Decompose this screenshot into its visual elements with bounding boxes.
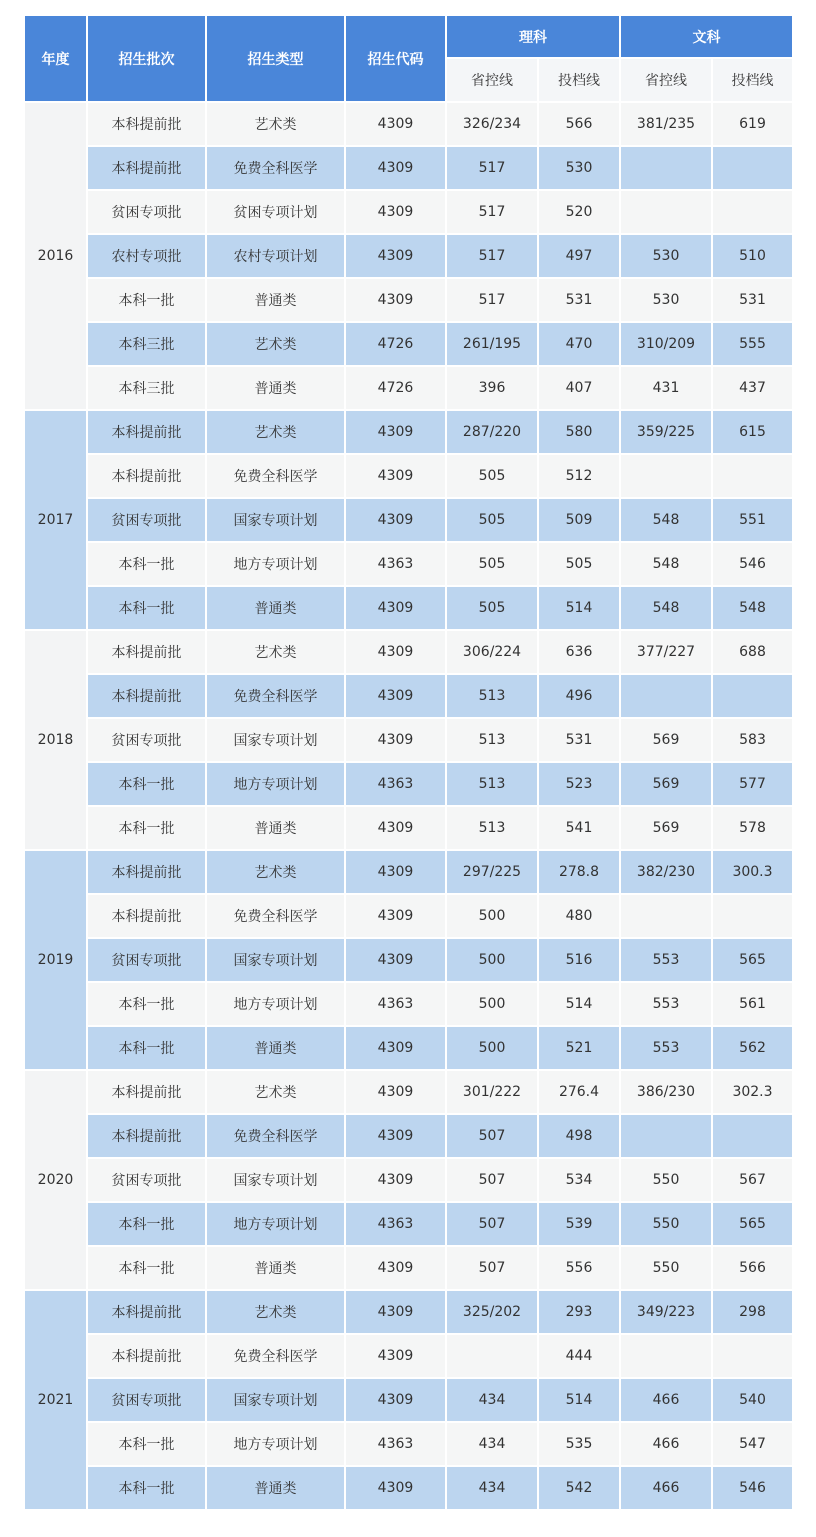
cell-code: 4363 xyxy=(345,1422,446,1466)
cell-science-submit-line: 531 xyxy=(538,278,620,322)
cell-type: 艺术类 xyxy=(206,630,345,674)
cell-arts-province-line: 466 xyxy=(620,1422,712,1466)
table-row xyxy=(24,1422,793,1466)
cell-science-province-line: 507 xyxy=(446,1158,538,1202)
cell-batch: 本科提前批 xyxy=(87,1290,206,1334)
table-row xyxy=(24,146,793,190)
header-science-submit-line: 投档线 xyxy=(538,58,620,102)
cell-batch: 贫困专项批 xyxy=(87,190,206,234)
cell-science-province-line: 517 xyxy=(446,278,538,322)
cell-arts-province-line: 569 xyxy=(620,806,712,850)
cell-science-submit-line: 497 xyxy=(538,234,620,278)
cell-arts-submit-line: 531 xyxy=(712,278,793,322)
cell-batch: 本科一批 xyxy=(87,762,206,806)
cell-code: 4309 xyxy=(345,1070,446,1114)
header-year: 年度 xyxy=(24,15,87,102)
table-row xyxy=(24,1026,793,1070)
cell-year: 2019 xyxy=(24,850,87,1070)
cell-batch: 本科一批 xyxy=(87,1026,206,1070)
table-row xyxy=(24,366,793,410)
cell-arts-province-line: 553 xyxy=(620,982,712,1026)
cell-science-province-line: 505 xyxy=(446,454,538,498)
cell-code: 4363 xyxy=(345,762,446,806)
cell-code: 4363 xyxy=(345,982,446,1026)
cell-science-submit-line: 520 xyxy=(538,190,620,234)
cell-arts-submit-line: 565 xyxy=(712,1202,793,1246)
cell-batch: 本科一批 xyxy=(87,1466,206,1510)
cell-arts-submit-line: 510 xyxy=(712,234,793,278)
cell-type: 地方专项计划 xyxy=(206,542,345,586)
cell-arts-province-line xyxy=(620,146,712,190)
table-row xyxy=(24,278,793,322)
cell-science-submit-line: 514 xyxy=(538,1378,620,1422)
cell-arts-submit-line: 566 xyxy=(712,1246,793,1290)
cell-batch: 本科提前批 xyxy=(87,894,206,938)
cell-arts-submit-line: 548 xyxy=(712,586,793,630)
cell-code: 4309 xyxy=(345,1158,446,1202)
cell-code: 4309 xyxy=(345,1466,446,1510)
cell-arts-province-line: 548 xyxy=(620,498,712,542)
cell-year: 2020 xyxy=(24,1070,87,1290)
cell-science-province-line: 306/224 xyxy=(446,630,538,674)
cell-arts-submit-line: 583 xyxy=(712,718,793,762)
header-arts-province-line: 省控线 xyxy=(620,58,712,102)
cell-year: 2021 xyxy=(24,1290,87,1510)
cell-science-province-line: 434 xyxy=(446,1466,538,1510)
cell-batch: 本科三批 xyxy=(87,322,206,366)
cell-arts-submit-line: 437 xyxy=(712,366,793,410)
cell-batch: 本科提前批 xyxy=(87,146,206,190)
table-row xyxy=(24,234,793,278)
cell-type: 免费全科医学 xyxy=(206,1334,345,1378)
cell-batch: 本科一批 xyxy=(87,806,206,850)
cell-year: 2017 xyxy=(24,410,87,630)
cell-arts-province-line: 431 xyxy=(620,366,712,410)
cell-science-submit-line: 480 xyxy=(538,894,620,938)
cell-type: 艺术类 xyxy=(206,850,345,894)
cell-arts-submit-line: 615 xyxy=(712,410,793,454)
cell-arts-province-line xyxy=(620,1334,712,1378)
admission-scores-table-wrapper xyxy=(23,14,794,1511)
cell-science-province-line xyxy=(446,1334,538,1378)
cell-science-submit-line: 636 xyxy=(538,630,620,674)
cell-code: 4309 xyxy=(345,630,446,674)
cell-arts-submit-line: 555 xyxy=(712,322,793,366)
cell-arts-province-line xyxy=(620,674,712,718)
cell-type: 国家专项计划 xyxy=(206,718,345,762)
cell-science-submit-line: 534 xyxy=(538,1158,620,1202)
cell-code: 4309 xyxy=(345,1378,446,1422)
cell-arts-province-line: 550 xyxy=(620,1202,712,1246)
cell-science-province-line: 396 xyxy=(446,366,538,410)
cell-batch: 本科提前批 xyxy=(87,102,206,146)
cell-science-province-line: 507 xyxy=(446,1114,538,1158)
cell-science-province-line: 513 xyxy=(446,674,538,718)
cell-type: 地方专项计划 xyxy=(206,1202,345,1246)
cell-batch: 本科一批 xyxy=(87,1202,206,1246)
cell-arts-submit-line xyxy=(712,146,793,190)
cell-science-province-line: 500 xyxy=(446,894,538,938)
cell-science-province-line: 505 xyxy=(446,586,538,630)
admission-scores-table xyxy=(23,14,794,1511)
table-row xyxy=(24,542,793,586)
cell-batch: 本科三批 xyxy=(87,366,206,410)
cell-arts-submit-line xyxy=(712,454,793,498)
cell-type: 普通类 xyxy=(206,1466,345,1510)
cell-science-submit-line: 521 xyxy=(538,1026,620,1070)
cell-batch: 贫困专项批 xyxy=(87,718,206,762)
table-row xyxy=(24,982,793,1026)
cell-arts-province-line: 553 xyxy=(620,938,712,982)
table-row xyxy=(24,1158,793,1202)
cell-arts-submit-line: 540 xyxy=(712,1378,793,1422)
cell-batch: 本科一批 xyxy=(87,542,206,586)
cell-arts-submit-line: 298 xyxy=(712,1290,793,1334)
cell-arts-province-line: 569 xyxy=(620,762,712,806)
cell-science-province-line: 297/225 xyxy=(446,850,538,894)
table-row xyxy=(24,1378,793,1422)
cell-batch: 本科提前批 xyxy=(87,1114,206,1158)
table-row xyxy=(24,586,793,630)
cell-type: 艺术类 xyxy=(206,410,345,454)
cell-batch: 本科提前批 xyxy=(87,1334,206,1378)
table-row xyxy=(24,322,793,366)
cell-arts-province-line: 386/230 xyxy=(620,1070,712,1114)
cell-arts-submit-line: 565 xyxy=(712,938,793,982)
table-row xyxy=(24,498,793,542)
cell-arts-province-line: 382/230 xyxy=(620,850,712,894)
cell-science-submit-line: 566 xyxy=(538,102,620,146)
cell-type: 普通类 xyxy=(206,366,345,410)
cell-arts-submit-line: 551 xyxy=(712,498,793,542)
header-batch: 招生批次 xyxy=(87,15,206,102)
table-row xyxy=(24,1114,793,1158)
table-row xyxy=(24,1202,793,1246)
cell-science-submit-line: 509 xyxy=(538,498,620,542)
cell-arts-province-line: 569 xyxy=(620,718,712,762)
header-science-province-line: 省控线 xyxy=(446,58,538,102)
cell-science-province-line: 326/234 xyxy=(446,102,538,146)
cell-science-submit-line: 470 xyxy=(538,322,620,366)
cell-type: 国家专项计划 xyxy=(206,938,345,982)
table-row xyxy=(24,1466,793,1510)
cell-arts-submit-line: 619 xyxy=(712,102,793,146)
cell-science-province-line: 513 xyxy=(446,806,538,850)
cell-science-submit-line: 276.4 xyxy=(538,1070,620,1114)
cell-type: 地方专项计划 xyxy=(206,982,345,1026)
cell-type: 免费全科医学 xyxy=(206,674,345,718)
cell-science-submit-line: 580 xyxy=(538,410,620,454)
cell-batch: 本科一批 xyxy=(87,1422,206,1466)
cell-science-province-line: 301/222 xyxy=(446,1070,538,1114)
cell-type: 免费全科医学 xyxy=(206,146,345,190)
cell-arts-submit-line: 567 xyxy=(712,1158,793,1202)
cell-arts-province-line xyxy=(620,894,712,938)
cell-science-province-line: 507 xyxy=(446,1202,538,1246)
header-code: 招生代码 xyxy=(345,15,446,102)
cell-arts-province-line: 550 xyxy=(620,1158,712,1202)
cell-code: 4363 xyxy=(345,542,446,586)
header-science: 理科 xyxy=(446,15,620,58)
cell-science-province-line: 434 xyxy=(446,1422,538,1466)
table-row xyxy=(24,718,793,762)
header-arts-submit-line: 投档线 xyxy=(712,58,793,102)
cell-type: 艺术类 xyxy=(206,1290,345,1334)
cell-type: 免费全科医学 xyxy=(206,894,345,938)
cell-arts-province-line: 466 xyxy=(620,1466,712,1510)
cell-arts-submit-line: 578 xyxy=(712,806,793,850)
cell-science-submit-line: 556 xyxy=(538,1246,620,1290)
cell-code: 4309 xyxy=(345,1114,446,1158)
cell-type: 普通类 xyxy=(206,1246,345,1290)
table-row xyxy=(24,190,793,234)
cell-science-submit-line: 496 xyxy=(538,674,620,718)
cell-batch: 本科提前批 xyxy=(87,850,206,894)
cell-batch: 本科提前批 xyxy=(87,410,206,454)
cell-science-submit-line: 278.8 xyxy=(538,850,620,894)
cell-code: 4309 xyxy=(345,1246,446,1290)
cell-year: 2018 xyxy=(24,630,87,850)
cell-batch: 本科提前批 xyxy=(87,1070,206,1114)
cell-batch: 贫困专项批 xyxy=(87,1158,206,1202)
cell-science-submit-line: 514 xyxy=(538,586,620,630)
cell-code: 4363 xyxy=(345,1202,446,1246)
cell-arts-submit-line: 546 xyxy=(712,1466,793,1510)
cell-type: 普通类 xyxy=(206,1026,345,1070)
cell-arts-province-line: 381/235 xyxy=(620,102,712,146)
cell-batch: 贫困专项批 xyxy=(87,938,206,982)
cell-arts-province-line: 530 xyxy=(620,234,712,278)
header-row-top xyxy=(24,15,793,58)
cell-science-province-line: 261/195 xyxy=(446,322,538,366)
cell-science-province-line: 434 xyxy=(446,1378,538,1422)
cell-arts-submit-line: 302.3 xyxy=(712,1070,793,1114)
table-body xyxy=(24,102,793,1510)
cell-science-submit-line: 530 xyxy=(538,146,620,190)
cell-arts-submit-line xyxy=(712,190,793,234)
cell-arts-submit-line: 547 xyxy=(712,1422,793,1466)
cell-code: 4309 xyxy=(345,1290,446,1334)
cell-science-submit-line: 523 xyxy=(538,762,620,806)
cell-code: 4309 xyxy=(345,498,446,542)
table-row xyxy=(24,410,793,454)
cell-batch: 本科一批 xyxy=(87,1246,206,1290)
cell-batch: 本科一批 xyxy=(87,586,206,630)
cell-arts-province-line: 548 xyxy=(620,542,712,586)
cell-science-province-line: 517 xyxy=(446,190,538,234)
cell-science-province-line: 505 xyxy=(446,498,538,542)
cell-science-province-line: 507 xyxy=(446,1246,538,1290)
cell-science-province-line: 513 xyxy=(446,718,538,762)
cell-science-province-line: 505 xyxy=(446,542,538,586)
cell-science-submit-line: 498 xyxy=(538,1114,620,1158)
cell-science-submit-line: 539 xyxy=(538,1202,620,1246)
cell-science-submit-line: 514 xyxy=(538,982,620,1026)
cell-arts-province-line: 349/223 xyxy=(620,1290,712,1334)
cell-arts-submit-line: 688 xyxy=(712,630,793,674)
cell-arts-province-line: 548 xyxy=(620,586,712,630)
cell-batch: 本科提前批 xyxy=(87,630,206,674)
cell-year: 2016 xyxy=(24,102,87,410)
cell-arts-submit-line: 577 xyxy=(712,762,793,806)
cell-code: 4309 xyxy=(345,190,446,234)
cell-arts-province-line xyxy=(620,454,712,498)
table-row xyxy=(24,1334,793,1378)
header-arts: 文科 xyxy=(620,15,793,58)
cell-arts-submit-line xyxy=(712,1114,793,1158)
cell-batch: 本科提前批 xyxy=(87,674,206,718)
table-row xyxy=(24,894,793,938)
cell-batch: 贫困专项批 xyxy=(87,498,206,542)
cell-code: 4309 xyxy=(345,674,446,718)
cell-code: 4309 xyxy=(345,454,446,498)
table-row xyxy=(24,630,793,674)
cell-science-province-line: 500 xyxy=(446,982,538,1026)
cell-code: 4309 xyxy=(345,234,446,278)
cell-code: 4309 xyxy=(345,146,446,190)
cell-science-province-line: 517 xyxy=(446,146,538,190)
cell-batch: 农村专项批 xyxy=(87,234,206,278)
cell-type: 地方专项计划 xyxy=(206,762,345,806)
cell-science-province-line: 500 xyxy=(446,1026,538,1070)
cell-arts-province-line: 310/209 xyxy=(620,322,712,366)
cell-code: 4309 xyxy=(345,894,446,938)
cell-arts-province-line: 553 xyxy=(620,1026,712,1070)
cell-type: 艺术类 xyxy=(206,322,345,366)
cell-science-province-line: 513 xyxy=(446,762,538,806)
cell-code: 4726 xyxy=(345,366,446,410)
cell-code: 4309 xyxy=(345,102,446,146)
cell-science-submit-line: 512 xyxy=(538,454,620,498)
cell-arts-province-line xyxy=(620,1114,712,1158)
cell-batch: 本科提前批 xyxy=(87,454,206,498)
cell-science-submit-line: 505 xyxy=(538,542,620,586)
cell-arts-submit-line: 561 xyxy=(712,982,793,1026)
table-row xyxy=(24,454,793,498)
cell-type: 艺术类 xyxy=(206,102,345,146)
header-type: 招生类型 xyxy=(206,15,345,102)
cell-type: 地方专项计划 xyxy=(206,1422,345,1466)
cell-type: 普通类 xyxy=(206,806,345,850)
cell-science-submit-line: 444 xyxy=(538,1334,620,1378)
cell-type: 普通类 xyxy=(206,278,345,322)
table-row xyxy=(24,762,793,806)
cell-type: 贫困专项计划 xyxy=(206,190,345,234)
cell-science-province-line: 325/202 xyxy=(446,1290,538,1334)
cell-science-submit-line: 293 xyxy=(538,1290,620,1334)
cell-arts-submit-line xyxy=(712,1334,793,1378)
cell-arts-submit-line: 300.3 xyxy=(712,850,793,894)
table-row xyxy=(24,102,793,146)
table-row xyxy=(24,1070,793,1114)
cell-science-submit-line: 531 xyxy=(538,718,620,762)
cell-batch: 本科一批 xyxy=(87,278,206,322)
cell-code: 4309 xyxy=(345,806,446,850)
cell-arts-submit-line xyxy=(712,674,793,718)
cell-batch: 贫困专项批 xyxy=(87,1378,206,1422)
cell-code: 4309 xyxy=(345,1026,446,1070)
cell-arts-submit-line xyxy=(712,894,793,938)
cell-type: 国家专项计划 xyxy=(206,1378,345,1422)
cell-code: 4309 xyxy=(345,1334,446,1378)
cell-type: 国家专项计划 xyxy=(206,1158,345,1202)
cell-code: 4309 xyxy=(345,718,446,762)
cell-arts-submit-line: 562 xyxy=(712,1026,793,1070)
cell-science-province-line: 517 xyxy=(446,234,538,278)
cell-type: 农村专项计划 xyxy=(206,234,345,278)
table-row xyxy=(24,850,793,894)
cell-arts-province-line: 377/227 xyxy=(620,630,712,674)
cell-code: 4309 xyxy=(345,586,446,630)
cell-type: 艺术类 xyxy=(206,1070,345,1114)
cell-code: 4309 xyxy=(345,410,446,454)
cell-science-province-line: 287/220 xyxy=(446,410,538,454)
cell-arts-province-line: 550 xyxy=(620,1246,712,1290)
cell-code: 4309 xyxy=(345,278,446,322)
cell-batch: 本科一批 xyxy=(87,982,206,1026)
table-row xyxy=(24,674,793,718)
cell-science-submit-line: 535 xyxy=(538,1422,620,1466)
cell-code: 4309 xyxy=(345,938,446,982)
cell-code: 4309 xyxy=(345,850,446,894)
cell-arts-province-line: 530 xyxy=(620,278,712,322)
table-header xyxy=(24,15,793,102)
cell-science-province-line: 500 xyxy=(446,938,538,982)
table-row xyxy=(24,1290,793,1334)
cell-science-submit-line: 541 xyxy=(538,806,620,850)
cell-arts-submit-line: 546 xyxy=(712,542,793,586)
cell-type: 免费全科医学 xyxy=(206,1114,345,1158)
cell-type: 国家专项计划 xyxy=(206,498,345,542)
cell-type: 免费全科医学 xyxy=(206,454,345,498)
cell-science-submit-line: 407 xyxy=(538,366,620,410)
cell-arts-province-line: 359/225 xyxy=(620,410,712,454)
table-row xyxy=(24,1246,793,1290)
table-row xyxy=(24,806,793,850)
cell-arts-province-line xyxy=(620,190,712,234)
cell-arts-province-line: 466 xyxy=(620,1378,712,1422)
cell-type: 普通类 xyxy=(206,586,345,630)
cell-science-submit-line: 516 xyxy=(538,938,620,982)
cell-science-submit-line: 542 xyxy=(538,1466,620,1510)
cell-code: 4726 xyxy=(345,322,446,366)
table-row xyxy=(24,938,793,982)
